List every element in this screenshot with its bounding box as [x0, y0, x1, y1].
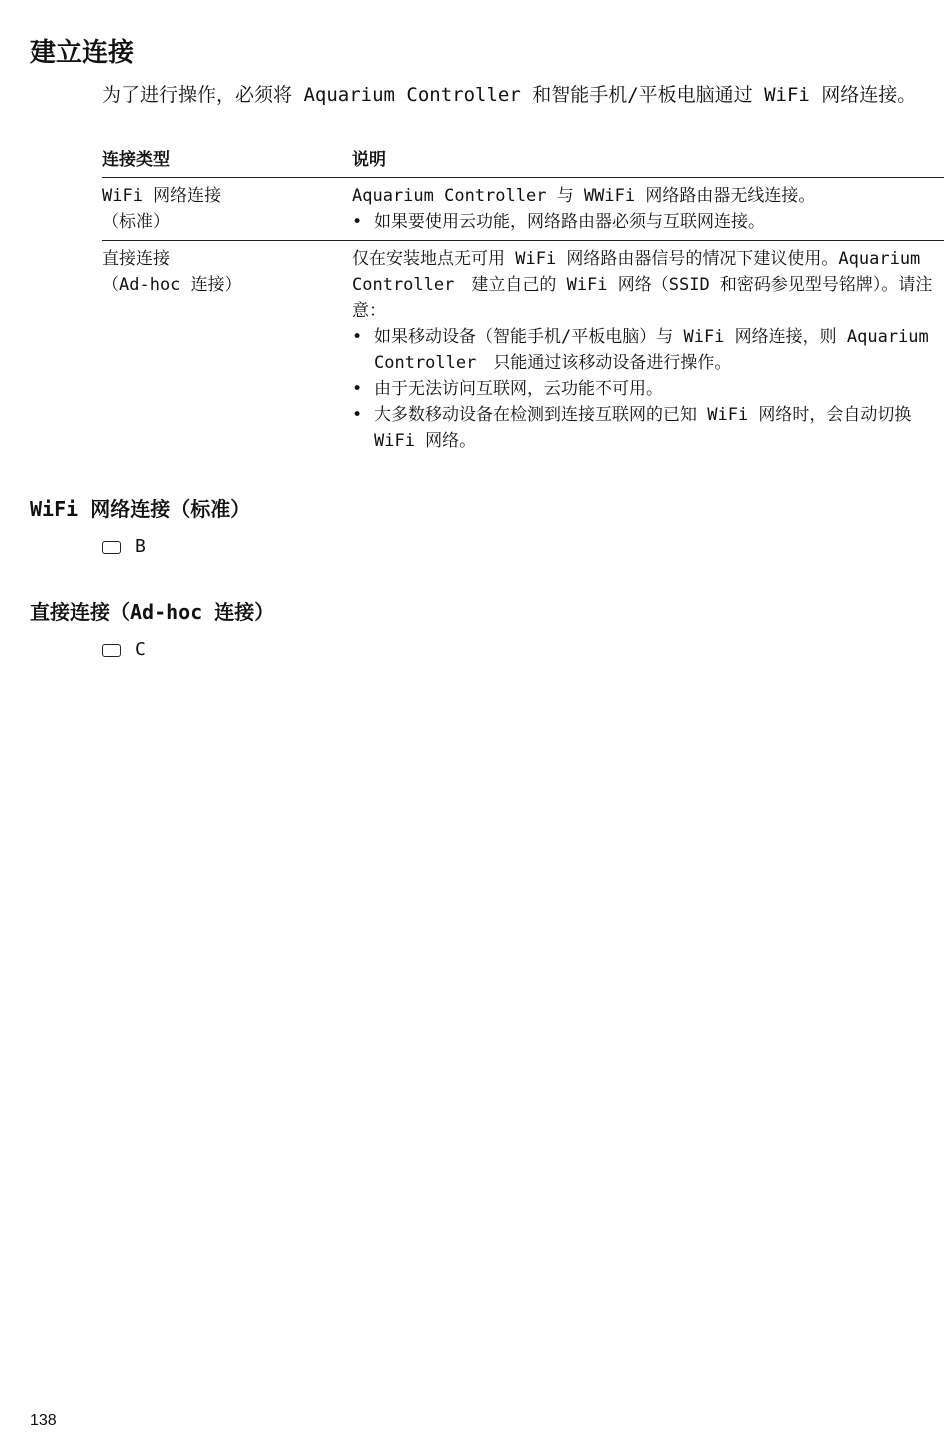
- list-item: • 如果要使用云功能，网络路由器必须与互联网连接。: [352, 209, 944, 235]
- list-item: • 如果移动设备（智能手机/平板电脑）与 WiFi 网络连接，则 Aquarium Controller 只能通过该移动设备进行操作。: [352, 324, 944, 376]
- table-row: [102, 241, 944, 459]
- type-line: WiFi 网络连接: [102, 186, 222, 206]
- description-text: Aquarium Controller 与 WWiFi 网络路由器无线连接。: [352, 186, 816, 206]
- intro-paragraph: 为了进行操作，必须将 Aquarium Controller 和智能手机/平板电脑通过 WiFi 网络连接。: [102, 84, 917, 106]
- type-line: 直接连接: [102, 249, 170, 269]
- header-connection-type: 连接类型: [102, 150, 170, 170]
- description-cell: [352, 246, 944, 454]
- page-number: 138: [30, 1412, 57, 1429]
- figure-reference-c[interactable]: [102, 638, 146, 662]
- figure-reference-b[interactable]: [102, 535, 146, 559]
- header-description: 说明: [352, 150, 386, 170]
- description-text: 仅在安装地点无可用 WiFi 网络路由器信号的情况下建议使用。Aquarium Controller 建立自己的 WiFi 网络（SSID 和密码参见型号铭牌）。请注意：: [352, 249, 933, 321]
- type-line: （Ad-hoc 连接）: [102, 275, 242, 295]
- table-header-row: [102, 144, 944, 178]
- reference-label: C: [135, 639, 146, 660]
- type-line: （标准）: [102, 212, 170, 232]
- connection-type-table: [102, 144, 944, 459]
- reference-label: B: [135, 536, 146, 557]
- section-heading-wifi: WiFi 网络连接（标准）: [30, 497, 251, 521]
- page-ref-icon: [102, 541, 121, 554]
- list-item: • 由于无法访问互联网，云功能不可用。: [352, 376, 944, 402]
- page-heading: 建立连接: [30, 38, 135, 68]
- page-ref-icon: [102, 644, 121, 657]
- connection-type-cell: [102, 183, 352, 235]
- section-heading-adhoc: 直接连接（Ad-hoc 连接）: [30, 600, 275, 624]
- bullet-list: [352, 209, 944, 235]
- description-cell: [352, 183, 944, 235]
- table-row: [102, 178, 944, 241]
- bullet-list: [352, 324, 944, 454]
- list-item: • 大多数移动设备在检测到连接互联网的已知 WiFi 网络时，会自动切换 WiFi 网络。: [352, 402, 944, 454]
- connection-type-cell: [102, 246, 352, 454]
